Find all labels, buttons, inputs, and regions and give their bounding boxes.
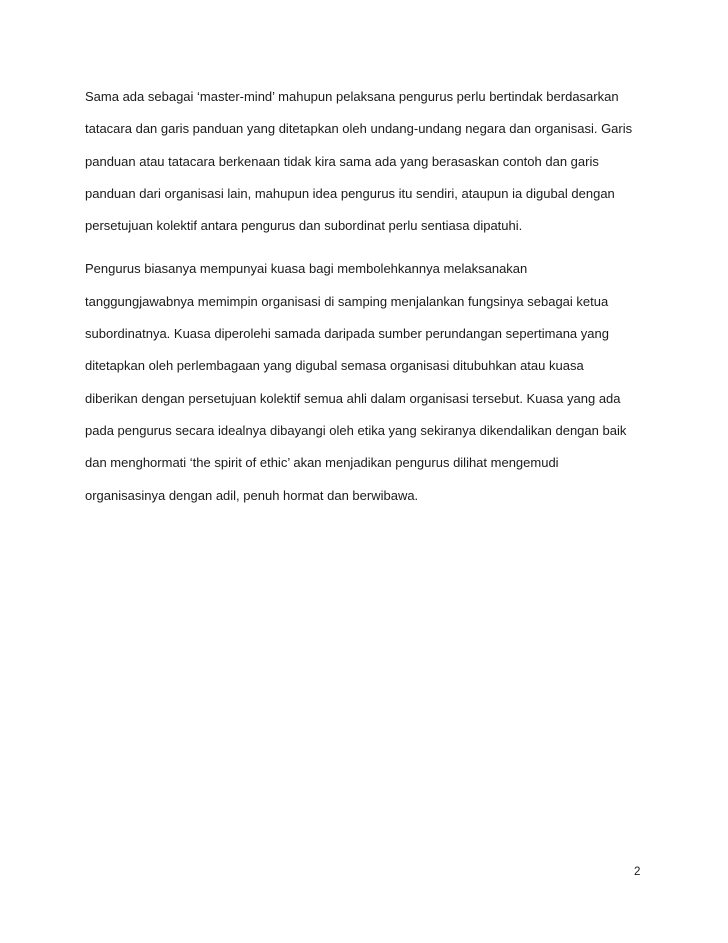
paragraph-spacer	[85, 242, 657, 253]
paragraph-1-line-4: panduan dari organisasi lain, mahupun idea pengurus itu sendiri, ataupun ia digubal dengan	[85, 185, 615, 201]
paragraph-2-line-8: organisasinya dengan adil, penuh hormat dan berwibawa.	[85, 487, 419, 503]
paragraph-1	[85, 81, 657, 242]
paragraph-2-line-2: tanggungjawabnya memimpin organisasi di samping menjalankan fungsinya sebagai ketua	[85, 293, 609, 309]
paragraph-2-line-5: diberikan dengan persetujuan kolektif semua ahli dalam organisasi tersebut. Kuasa yang ada	[85, 390, 621, 406]
paragraph-2	[85, 253, 657, 511]
paragraph-1-line-3: panduan atau tatacara berkenaan tidak kira sama ada yang berasaskan contoh dan garis	[85, 153, 599, 169]
paragraph-1-line-5: persetujuan kolektif antara pengurus dan subordinat perlu sentiasa dipatuhi.	[85, 218, 523, 234]
page-number: 2	[634, 866, 641, 878]
paragraph-2-line-3: subordinatnya. Kuasa diperolehi samada daripada sumber perundangan sepertimana yang	[85, 326, 609, 342]
paragraph-1-line-1: Sama ada sebagai ‘master-mind’ mahupun pelaksana pengurus perlu bertindak berdasarkan	[85, 89, 619, 104]
paragraph-2-line-6: pada pengurus secara idealnya dibayangi oleh etika yang sekiranya dikendalikan dengan baik	[85, 422, 627, 438]
paragraph-2-line-7: dan menghormati ‘the spirit of ethic’ akan menjadikan pengurus dilihat mengemudi	[85, 455, 559, 471]
paragraph-2-line-1: Pengurus biasanya mempunyai kuasa bagi membolehkannya melaksanakan	[85, 261, 528, 277]
document-body	[85, 81, 657, 512]
paragraph-2-line-4: ditetapkan oleh perlembagaan yang digubal semasa organisasi ditubuhkan atau kuasa	[85, 358, 584, 374]
paragraph-1-line-2: tatacara dan garis panduan yang ditetapkan oleh undang-undang negara dan organisasi. Garis	[85, 121, 633, 137]
